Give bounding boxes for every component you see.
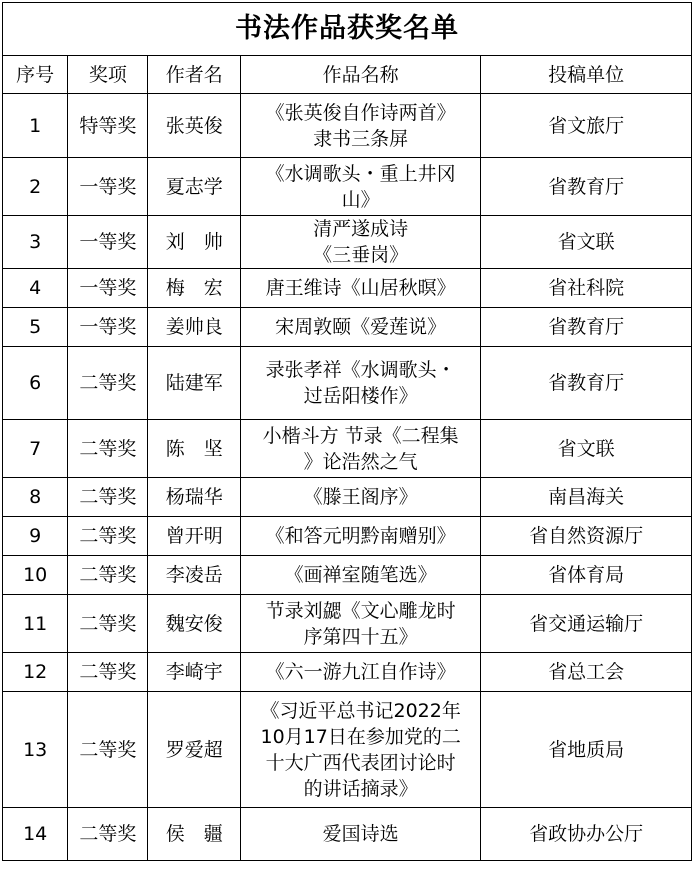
table-title: 书法作品获奖名单 [3, 3, 692, 56]
cell-author: 陆建军 [148, 347, 241, 420]
cell-no: 7 [3, 420, 68, 478]
cell-award: 二等奖 [68, 478, 148, 517]
cell-author: 陈 坚 [148, 420, 241, 478]
table-row [3, 420, 692, 478]
header-cell-no: 序号 [3, 56, 68, 94]
cell-no: 9 [3, 517, 68, 556]
table-row [3, 347, 692, 420]
cell-work: 唐王维诗《山居秋暝》 [241, 269, 481, 308]
cell-author: 魏安俊 [148, 595, 241, 653]
cell-award: 二等奖 [68, 692, 148, 808]
cell-author: 刘 帅 [148, 216, 241, 269]
header-cell-work: 作品名称 [241, 56, 481, 94]
cell-author: 夏志学 [148, 158, 241, 216]
cell-author: 罗爱超 [148, 692, 241, 808]
cell-no: 14 [3, 808, 68, 861]
cell-author: 侯 疆 [148, 808, 241, 861]
cell-unit: 省交通运输厅 [481, 595, 692, 653]
cell-work: 宋周敦颐《爱莲说》 [241, 308, 481, 347]
cell-author: 曾开明 [148, 517, 241, 556]
header-cell-award: 奖项 [68, 56, 148, 94]
cell-award: 一等奖 [68, 308, 148, 347]
cell-award: 二等奖 [68, 517, 148, 556]
cell-unit: 省教育厅 [481, 158, 692, 216]
cell-award: 特等奖 [68, 94, 148, 158]
cell-no: 4 [3, 269, 68, 308]
cell-unit: 省文联 [481, 216, 692, 269]
cell-no: 8 [3, 478, 68, 517]
table-row [3, 269, 692, 308]
cell-award: 二等奖 [68, 653, 148, 692]
table-row [3, 556, 692, 595]
cell-unit: 省教育厅 [481, 308, 692, 347]
cell-work: 清严遂成诗 《三垂岗》 [241, 216, 481, 269]
table-row [3, 158, 692, 216]
cell-author: 张英俊 [148, 94, 241, 158]
table-row [3, 808, 692, 861]
table-row [3, 308, 692, 347]
cell-unit: 省自然资源厅 [481, 517, 692, 556]
cell-work: 《画禅室随笔选》 [241, 556, 481, 595]
spreadsheet-page [0, 2, 694, 871]
table-row [3, 216, 692, 269]
header-cell-unit: 投稿单位 [481, 56, 692, 94]
cell-unit: 省体育局 [481, 556, 692, 595]
cell-work: 《张英俊自作诗两首》 隶书三条屏 [241, 94, 481, 158]
header-row [3, 56, 692, 94]
cell-unit: 省地质局 [481, 692, 692, 808]
cell-no: 5 [3, 308, 68, 347]
cell-award: 一等奖 [68, 216, 148, 269]
cell-no: 10 [3, 556, 68, 595]
cell-award: 二等奖 [68, 347, 148, 420]
cell-no: 2 [3, 158, 68, 216]
cell-unit: 省政协办公厅 [481, 808, 692, 861]
cell-unit: 省文旅厅 [481, 94, 692, 158]
cell-author: 杨瑞华 [148, 478, 241, 517]
cell-author: 李凌岳 [148, 556, 241, 595]
award-list-table [2, 2, 692, 861]
cell-unit: 省文联 [481, 420, 692, 478]
cell-work: 节录刘勰《文心雕龙时 序第四十五》 [241, 595, 481, 653]
cell-unit: 省总工会 [481, 653, 692, 692]
cell-no: 11 [3, 595, 68, 653]
cell-award: 二等奖 [68, 420, 148, 478]
cell-author: 李崎宇 [148, 653, 241, 692]
cell-unit: 南昌海关 [481, 478, 692, 517]
cell-work: 《习近平总书记2022年 10月17日在参加党的二 十大广西代表团讨论时 的讲话摘录》 [241, 692, 481, 808]
cell-author: 姜帅良 [148, 308, 241, 347]
table-row [3, 692, 692, 808]
header-cell-author: 作者名 [148, 56, 241, 94]
table-row [3, 517, 692, 556]
cell-work: 爱国诗选 [241, 808, 481, 861]
table-row [3, 653, 692, 692]
table-row [3, 595, 692, 653]
table-row [3, 478, 692, 517]
cell-work: 《六一游九江自作诗》 [241, 653, 481, 692]
cell-work: 小楷斗方 节录《二程集 》论浩然之气 [241, 420, 481, 478]
cell-no: 13 [3, 692, 68, 808]
cell-work: 录张孝祥《水调歌头・ 过岳阳楼作》 [241, 347, 481, 420]
cell-no: 12 [3, 653, 68, 692]
cell-unit: 省教育厅 [481, 347, 692, 420]
cell-author: 梅 宏 [148, 269, 241, 308]
cell-work: 《和答元明黔南赠别》 [241, 517, 481, 556]
table-row [3, 94, 692, 158]
cell-unit: 省社科院 [481, 269, 692, 308]
title-row [3, 3, 692, 56]
cell-no: 6 [3, 347, 68, 420]
cell-work: 《滕王阁序》 [241, 478, 481, 517]
cell-award: 二等奖 [68, 595, 148, 653]
cell-work: 《水调歌头・重上井冈 山》 [241, 158, 481, 216]
cell-no: 3 [3, 216, 68, 269]
cell-award: 二等奖 [68, 556, 148, 595]
cell-award: 二等奖 [68, 808, 148, 861]
cell-award: 一等奖 [68, 269, 148, 308]
cell-award: 一等奖 [68, 158, 148, 216]
cell-no: 1 [3, 94, 68, 158]
